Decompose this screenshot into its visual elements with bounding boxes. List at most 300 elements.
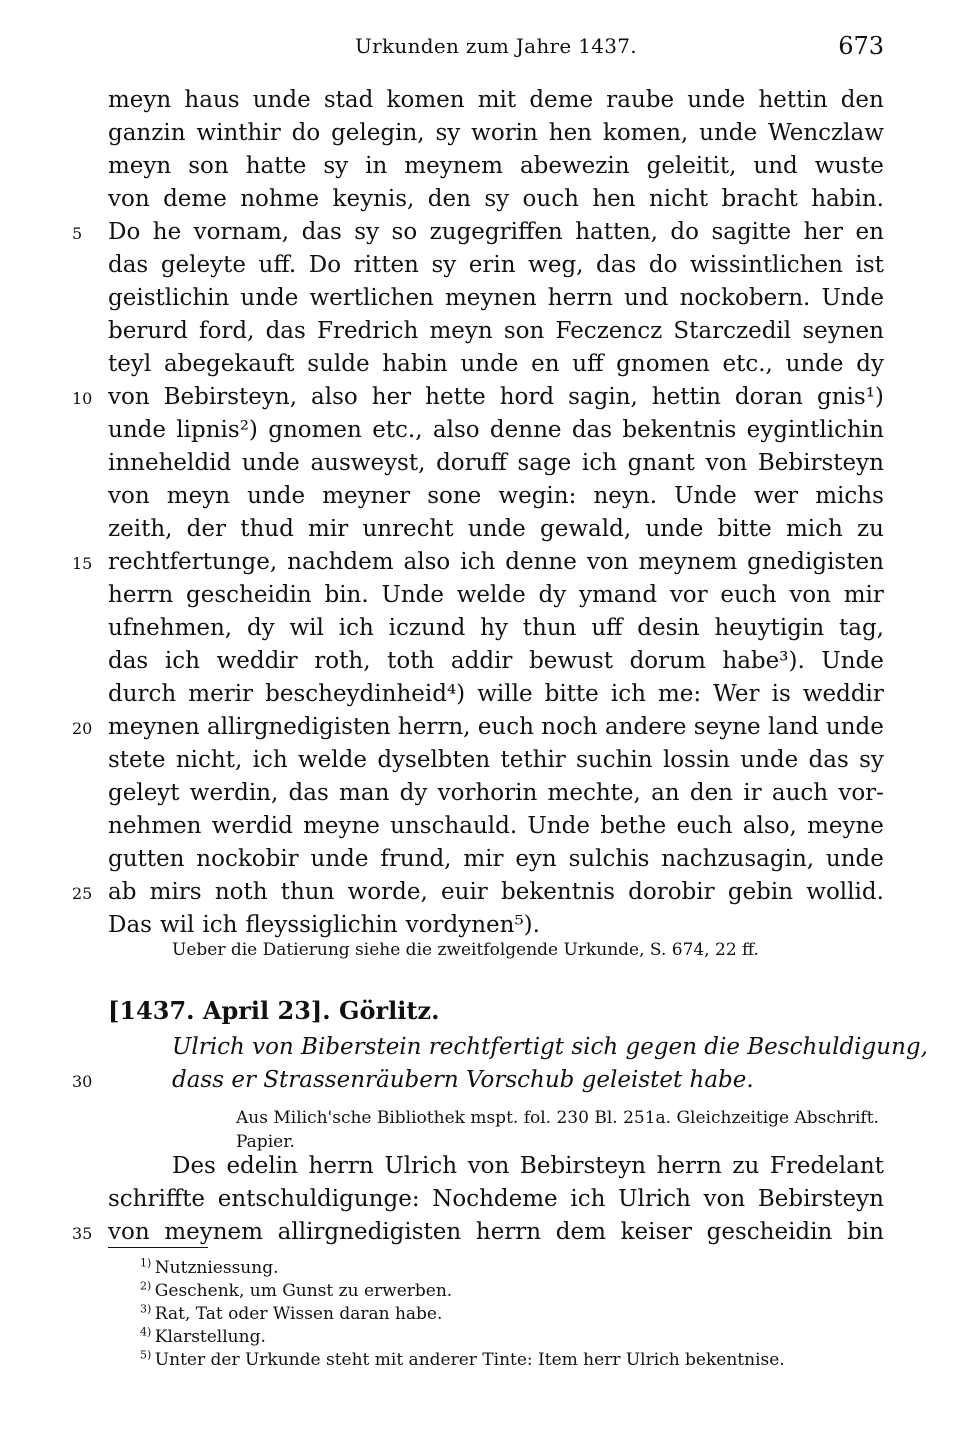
word: und [624,285,669,311]
word: ir [743,780,762,806]
word: edelin [226,1153,298,1179]
word: eyn [515,846,557,872]
word: von [586,549,629,575]
word: berurd [108,318,188,344]
word: etc., [722,351,773,377]
word: vornam, [193,219,290,245]
word: raube [606,87,675,113]
word: fleyssiglichin [245,912,398,938]
word: sulchis [568,846,650,872]
word: Ulrich [618,1186,691,1212]
word: welde [297,747,367,773]
line-number: 25 [72,884,93,903]
regest-line: Ulrich von Biberstein rechtfertigt sich gegen die Beschuldigung, [172,1034,928,1060]
footnote [140,1303,785,1326]
word: zu [857,516,884,542]
word: roth, [314,648,371,674]
word: bekentnis [622,417,737,443]
word: das [108,252,149,278]
word: nicht, [175,747,243,773]
text-line [108,678,884,711]
footnote-mark: 4) [140,1325,155,1339]
word: wertlichen [309,285,434,311]
text-line [108,612,884,645]
word: vor- [838,780,884,806]
word: komen, [602,120,689,146]
word: hette [425,384,486,410]
word: entschuldigunge: [217,1186,420,1212]
word: bracht [721,186,798,212]
word: seynen [802,318,884,344]
word: meynem [638,549,738,575]
word: toth [387,648,435,674]
word: land [767,714,819,740]
word: sulde [307,351,370,377]
word: Ulrich [384,1153,458,1179]
word: ufnehmen, [108,615,233,641]
word: Unde [674,483,737,509]
word: den [840,87,884,113]
word: lossin [662,747,730,773]
word: do [648,252,678,278]
word: suchin [576,747,653,773]
word: von [467,1153,510,1179]
word: herrn [547,285,613,311]
word: unde [240,285,299,311]
word: ich [338,615,374,641]
word: frund, [380,846,452,872]
word: von [789,582,831,608]
word: meyner [322,483,411,509]
word: me: [657,681,702,707]
word: stete [108,747,166,773]
word: gelegin, [331,120,425,146]
word: sage [517,450,572,476]
word: Bebirsteyn, [163,384,298,410]
word: gnomen [616,351,710,377]
word: hatte [245,153,307,179]
word: unde [687,87,746,113]
word: winthir [196,120,281,146]
word: ich [252,747,288,773]
word: das [265,318,306,344]
text-line [72,381,884,414]
word: tethir [500,747,566,773]
source-note: Aus Milich'sche Bibliothek mspt. fol. 230 Bl. 251a. Gleichzeitige Abschrift. Papier. [236,1108,879,1152]
word: en [531,351,560,377]
word: Unde [527,813,590,839]
word: schriffte [108,1186,206,1212]
word: nachdem [287,549,394,575]
main-text [72,84,884,942]
word: gnomen [268,417,362,443]
word: dyselbten [377,747,491,773]
word: ich [460,549,496,575]
word: sy [323,153,349,179]
word: inneheldid [108,450,232,476]
word: ritten [353,252,419,278]
word: bin. [324,582,369,608]
text-line [108,777,884,810]
word: ouch [522,186,579,212]
word: ich [202,912,238,938]
word: herrn, [397,714,471,740]
word: man [339,780,390,806]
text-line [108,810,884,843]
footnote-rule [108,1247,208,1248]
word: nockobern. [679,285,811,311]
word: dy [246,615,275,641]
text-line [108,414,884,447]
word: dem [555,1219,606,1245]
word: bescheydinheid⁴) [265,681,466,707]
word: teyl [108,351,152,377]
word: sagitte [711,219,792,245]
word: unde [460,351,519,377]
word: seyne [693,714,761,740]
word: doran [734,384,803,410]
word: unde [699,120,758,146]
word: vorhorin [437,780,538,806]
word: zugegriffen [429,219,563,245]
word: mir [463,846,504,872]
word: Unde [381,582,444,608]
word: das [571,417,613,443]
word: ausweyst, [310,450,426,476]
word: mich [785,516,843,542]
word: herrn [308,1153,374,1179]
word: uff [572,351,604,377]
word: allirgnedigisten [277,1219,462,1245]
word: das [108,648,149,674]
word: hettin [651,384,721,410]
word: her [803,219,844,245]
text-line [72,216,884,249]
word: Wenczlaw [767,120,884,146]
word: Bebirsteyn [519,1153,646,1179]
footnote-mark: 3) [140,1302,155,1316]
text-line [108,447,884,480]
word: uff. [258,252,297,278]
word: gescheidin [186,582,312,608]
word: unde [467,516,526,542]
word: sone [427,483,482,509]
word: ford, [199,318,255,344]
text-line [72,546,884,579]
word: is [771,681,791,707]
word: wegin: [498,483,577,509]
word: wer [753,483,799,509]
word: von [108,483,150,509]
line-number: 30 [72,1072,93,1091]
word: Do [308,252,342,278]
word: mir [308,516,349,542]
word: hatten, [575,219,658,245]
text-line [108,84,884,117]
word: dy [399,780,428,806]
word: Fredelant [769,1153,884,1179]
word: keynis, [332,186,415,212]
word: en [855,219,884,245]
word: nohme [240,186,320,212]
word: sy [484,186,510,212]
word: welde [456,582,526,608]
word: bekentnis [501,879,615,905]
word: also, [742,813,797,839]
word: mirs [149,879,202,905]
word: unschauld. [390,813,518,839]
word: wollid. [806,879,884,905]
regest-line: dass er Strassenräubern Vorschub geleistet habe. [172,1067,754,1093]
word: nachzusagin, [661,846,815,872]
word: abewezin [519,153,630,179]
text-line [108,513,884,546]
word: andere [604,714,687,740]
word: neyn. [593,483,658,509]
text-line [108,183,884,216]
word: werdid [211,813,293,839]
word: von [108,1219,150,1245]
word: also [403,549,451,575]
word: und [753,153,798,179]
line-number: 15 [72,554,93,573]
word: das [301,219,342,245]
word: worin [471,120,538,146]
word: vordynen⁵). [405,912,540,938]
text-line [108,348,884,381]
word: weddir [802,681,884,707]
word: euch [720,582,777,608]
footnote-text: Rat, Tat oder Wissen daran habe. [154,1304,443,1324]
word: haus [184,87,240,113]
word: herrn [656,1153,722,1179]
footnote [140,1280,785,1303]
word: stad [323,87,374,113]
word: tag, [839,615,884,641]
word: nicht [648,186,709,212]
word: uff [591,615,623,641]
text-line [72,711,884,744]
word: meyn [108,153,172,179]
word: meynen [444,285,537,311]
word: ymand [578,582,658,608]
footnote-mark: 1) [140,1256,155,1270]
word: denne [489,417,562,443]
running-header: Urkunden zum Jahre 1437. [355,34,637,58]
word: abegekauft [163,351,295,377]
document-text [72,1150,884,1249]
word: habin [382,351,448,377]
word: Nochdeme [432,1186,558,1212]
word: wil [289,615,324,641]
word: habin. [811,186,884,212]
word: den [427,186,471,212]
word: nockobir [196,846,299,872]
line-number: 35 [72,1224,93,1243]
word: euch [676,813,733,839]
word: sy [435,120,461,146]
word: Das [108,912,152,938]
word: Des [172,1153,216,1179]
word: ab [108,879,137,905]
word: komen [386,87,465,113]
word: Unde [821,648,884,674]
word: noth [214,879,268,905]
word: von [108,186,150,212]
word: noch [541,714,598,740]
word: also [311,384,358,410]
word: den [689,780,733,806]
word: addir [450,648,513,674]
word: dorum [629,648,706,674]
word: dy [856,351,884,377]
word: bethe [600,813,667,839]
page-number: 673 [838,32,884,60]
word: Wer [713,681,760,707]
text-line [72,876,884,909]
word: so [391,219,418,245]
word: zu [732,1153,760,1179]
footnote [140,1349,785,1372]
word: hen [548,120,592,146]
word: geistlichin [108,285,230,311]
word: herrn [108,582,174,608]
word: vor [669,582,708,608]
word: unde [252,87,311,113]
word: hen [592,186,636,212]
word: das [288,780,329,806]
footnote [140,1326,785,1349]
word: thud [240,516,294,542]
word: merir [188,681,254,707]
word: sy [431,252,457,278]
word: von [108,384,150,410]
word: meyn [108,87,172,113]
word: ganzin [108,120,186,146]
word: Fredrich [316,318,419,344]
word: iczund [388,615,466,641]
text-line [108,282,884,315]
word: mir [843,582,884,608]
word: Bebirsteyn [757,1186,884,1212]
word: denne [505,549,577,575]
word: gnant [627,450,695,476]
text-line [108,579,884,612]
word: sy [859,747,884,773]
word: erin [468,252,516,278]
word: lipnis²) [176,417,258,443]
text-line [108,909,884,942]
text-line [108,843,884,876]
word: ich [164,648,200,674]
word: werdin, [189,780,279,806]
word: gnis¹) [817,384,884,410]
footnote [140,1257,785,1280]
text-line [72,1216,884,1249]
word: sagin, [568,384,638,410]
word: euch [477,714,534,740]
word: do [291,120,321,146]
word: do [670,219,699,245]
word: wissintlichen [690,252,843,278]
word: unde [247,483,306,509]
word: rechtfertunge, [108,549,278,575]
word: nehmen [108,813,202,839]
word: thun [522,615,577,641]
word: wille [477,681,533,707]
word: hettin [758,87,828,113]
word: hy [480,615,508,641]
word: das [808,747,849,773]
word: dorobir [628,879,715,905]
footnote-text: Geschenk, um Gunst zu erwerben. [154,1281,453,1301]
footnote-text: Klarstellung. [154,1327,266,1347]
text-line [108,249,884,282]
text-line [108,645,884,678]
word: son [503,318,545,344]
word: eygintlichin [746,417,884,443]
word: Bebirsteyn [757,450,884,476]
word: her [371,384,412,410]
word: an [651,780,680,806]
word: geleyte [160,252,246,278]
word: weg, [528,252,584,278]
word: bitte [717,516,772,542]
dating-note: Ueber die Datierung siehe die zweitfolgende Urkunde, S. 674, 22 ff. [172,940,759,960]
word: geleyt [108,780,180,806]
word: meynem [164,1219,263,1245]
word: herrn [475,1219,542,1245]
footnotes [140,1257,785,1372]
text-line [108,315,884,348]
word: Unde [821,285,884,311]
word: deme [163,186,227,212]
footnote-text: Nutzniessung. [154,1258,279,1278]
word: thun [280,879,335,905]
word: allirgnedigisten [207,714,391,740]
word: unde [785,351,844,377]
word: gebin [727,879,794,905]
word: von [705,450,748,476]
word: geleitit, [646,153,737,179]
footnote-mark: 2) [140,1279,155,1293]
word: zeith, [108,516,173,542]
word: also [432,417,480,443]
word: gewald, [540,516,632,542]
word: gutten [108,846,185,872]
word: he [152,219,182,245]
word: durch [108,681,177,707]
word: deme [529,87,594,113]
word: gescheidin [706,1219,833,1245]
word: Do [108,219,141,245]
word: meynem [404,153,503,179]
word: mechte, [547,780,641,806]
footnote-text: Unter der Urkunde steht mit anderer Tinte: Item herr Ulrich bekentnise. [154,1350,785,1370]
word: unde [825,846,884,872]
word: unde [740,747,799,773]
word: bin [847,1219,884,1245]
word: auch [771,780,829,806]
word: weddir [216,648,298,674]
word: worde, [347,879,428,905]
word: mit [477,87,517,113]
word: meyn [166,483,231,509]
word: heuytigin [714,615,825,641]
word: wil [159,912,195,938]
word: gnedigisten [747,549,884,575]
word: ich [610,681,646,707]
